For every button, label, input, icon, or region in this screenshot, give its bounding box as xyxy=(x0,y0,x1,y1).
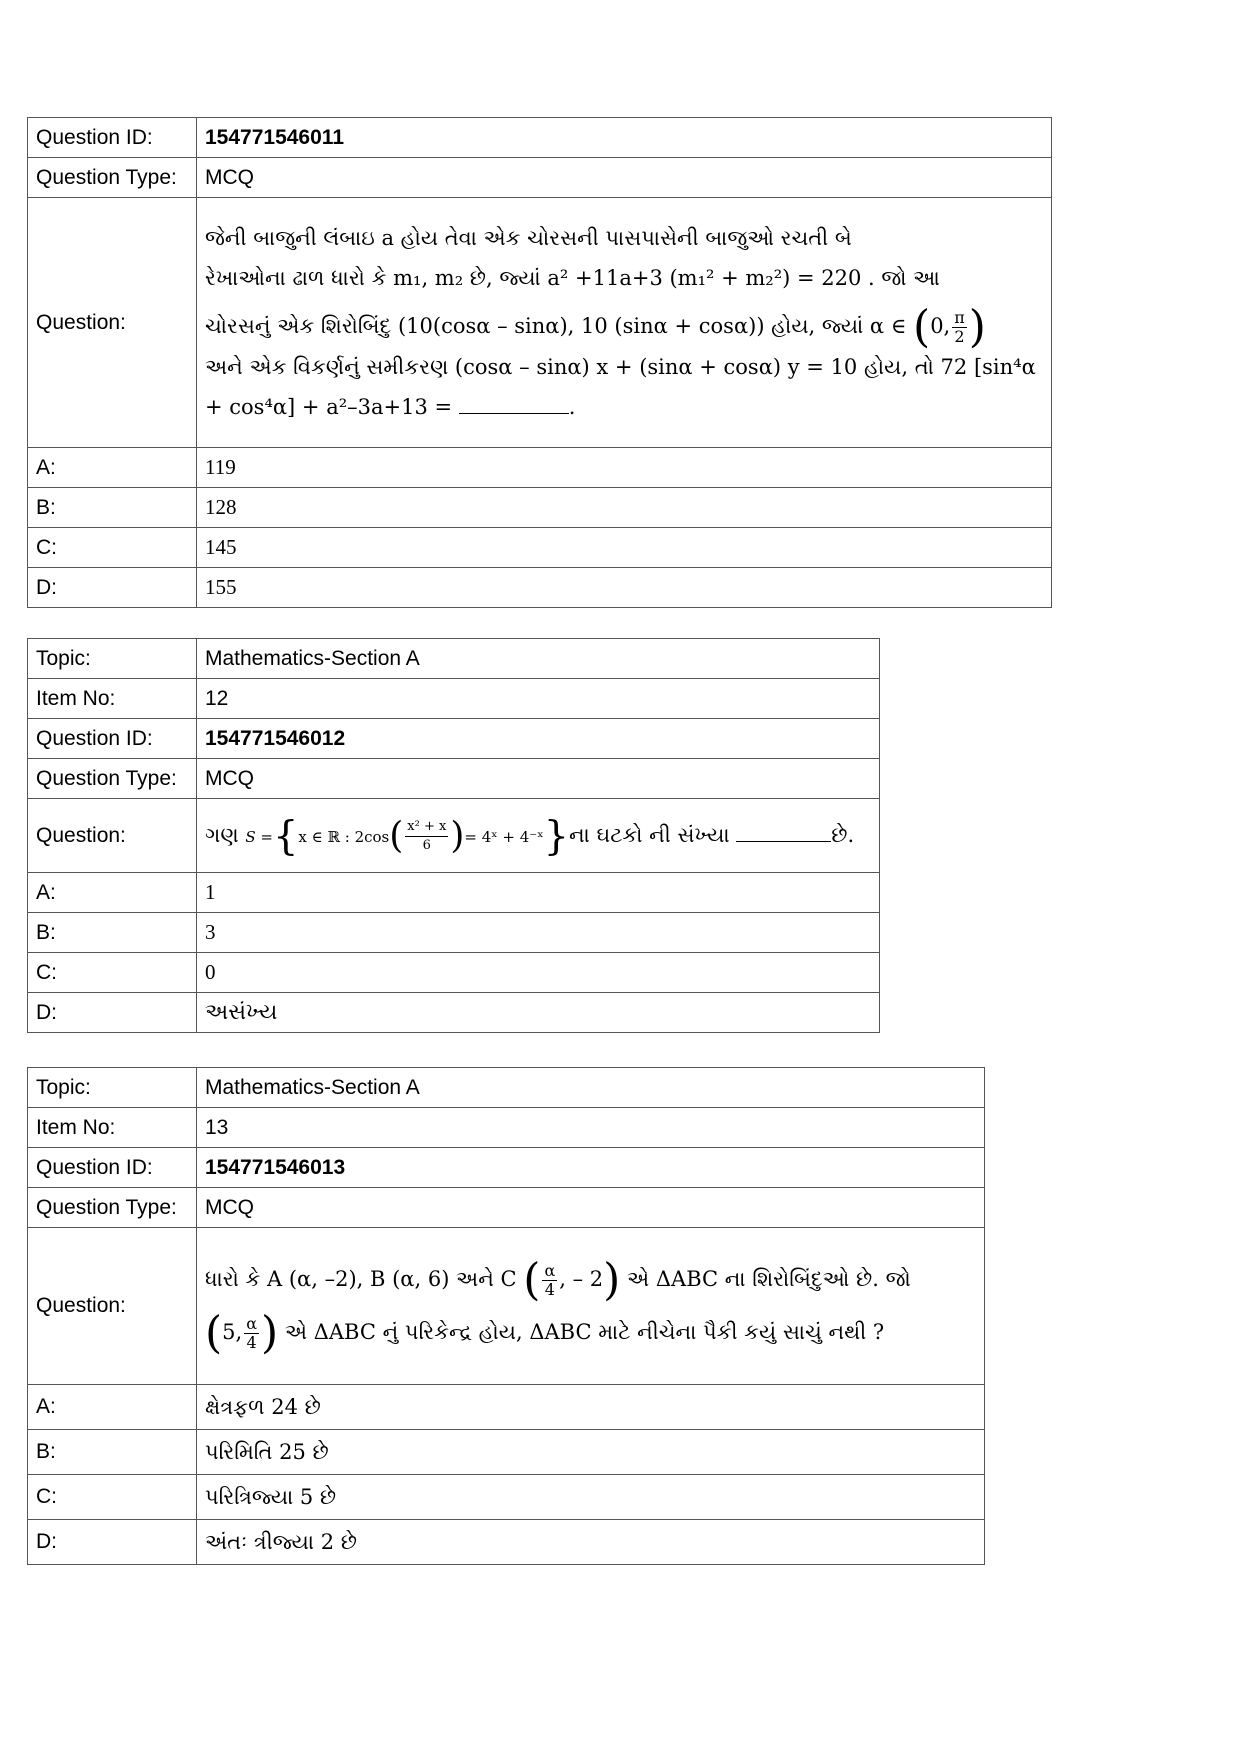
question-line-1 xyxy=(205,1254,976,1305)
fraction-numerator: α xyxy=(246,1314,258,1333)
set-rhs: = 4ˣ + 4⁻ˣ xyxy=(464,827,544,846)
question-id-value: 154771546012 xyxy=(197,719,880,759)
question-id-value: 154771546013 xyxy=(197,1148,985,1188)
option-c-value: 0 xyxy=(197,953,880,993)
question-id-label: Question ID: xyxy=(28,118,197,158)
paren-open: ( xyxy=(523,1254,541,1305)
topic-label: Topic: xyxy=(28,1068,197,1108)
option-b-label: B: xyxy=(28,488,197,528)
question-line-1a: ધારો કે A (α, –2), B (α, 6) અને C xyxy=(205,1266,517,1291)
question-text xyxy=(197,198,1052,448)
question-label: Question: xyxy=(28,799,197,873)
item-no-value: 12 xyxy=(197,679,880,719)
fraction-denominator: 2 xyxy=(954,326,965,346)
answer-blank xyxy=(736,821,831,842)
question-label: Question: xyxy=(28,198,197,448)
alpha-over-four-fraction xyxy=(244,1315,259,1352)
fraction-numerator: x² + x xyxy=(405,818,448,837)
option-b-value: 128 xyxy=(197,488,1052,528)
option-a-value: ક્ષેત્રફળ 24 છે xyxy=(197,1385,985,1430)
question-id-label: Question ID: xyxy=(28,1148,197,1188)
option-d-label: D: xyxy=(28,993,197,1033)
brace-close: } xyxy=(543,813,570,859)
question-line-2 xyxy=(205,258,1043,298)
question-type-label: Question Type: xyxy=(28,759,197,799)
question-line-2b: એ ΔABC નું પરિકેન્દ્ર હોય, ΔABC માટે નીચેના પૈકી કયું સાચું નથી ? xyxy=(284,1320,885,1344)
question-id-label: Question ID: xyxy=(28,719,197,759)
fraction-denominator: 4 xyxy=(246,1333,257,1352)
item-no-value: 13 xyxy=(197,1108,985,1148)
question-table-13 xyxy=(27,1067,985,1565)
option-c-label: C: xyxy=(28,953,197,993)
question-line-2a: રેખાઓના ઢાળ ધારો કે m₁, m₂ છે, જ્યાં xyxy=(205,265,541,290)
question-line-2-pre: 5, xyxy=(222,1320,243,1344)
question-table-11 xyxy=(27,117,1052,608)
question-text xyxy=(197,799,880,873)
question-type-value: MCQ xyxy=(197,1188,985,1228)
question-line-3 xyxy=(205,301,1043,353)
item-no-label: Item No: xyxy=(28,1108,197,1148)
interval-paren-close: ) xyxy=(968,301,986,353)
question-line-5: + cos⁴α] + a²–3a+13 = . xyxy=(205,395,576,420)
option-d-label: D: xyxy=(28,1520,197,1565)
question-line-1: જેની બાજુની લંબાઇ a હોય તેવા એક ચોરસની પાસપાસેની બાજુઓ રચતી બે xyxy=(205,225,852,250)
answer-blank xyxy=(459,393,569,414)
paren-close: ) xyxy=(261,1307,279,1359)
option-a-label: A: xyxy=(28,1385,197,1430)
item-no-label: Item No: xyxy=(28,679,197,719)
question-id-value: 154771546011 xyxy=(197,118,1052,158)
set-fraction xyxy=(405,818,448,855)
question-line-3a: ચોરસનું એક શિરોબિંદુ (10(cosα – sinα), 10 (sinα + cosα)) હોય, જ્યાં α ∈ xyxy=(205,313,907,338)
option-c-label: C: xyxy=(28,1475,197,1520)
question-label: Question: xyxy=(28,1228,197,1385)
interval-paren-open: ( xyxy=(913,301,931,353)
paren-open: ( xyxy=(205,1307,223,1359)
option-a-label: A: xyxy=(28,873,197,913)
question-table-12 xyxy=(27,638,880,1033)
option-a-value: 119 xyxy=(197,448,1052,488)
option-b-value: પરિમિતિ 25 છે xyxy=(197,1430,985,1475)
option-d-label: D: xyxy=(28,568,197,608)
question-line-1b: એ ΔABC ના શિરોબિંદુઓ છે. જો xyxy=(627,1266,911,1291)
option-b-label: B: xyxy=(28,1430,197,1475)
topic-value: Mathematics-Section A xyxy=(197,639,880,679)
question-suffix: ના ઘટકો ની સંખ્યા xyxy=(569,822,730,847)
set-name: S = xyxy=(245,827,273,846)
paren-close: ) xyxy=(450,815,465,856)
option-d-value: અસંખ્ય xyxy=(197,993,880,1033)
option-c-label: C: xyxy=(28,528,197,568)
option-c-value: પરિત્રિજ્યા 5 છે xyxy=(197,1475,985,1520)
topic-value: Mathematics-Section A xyxy=(197,1068,985,1108)
question-type-label: Question Type: xyxy=(28,158,197,198)
pi-over-two-fraction xyxy=(952,309,967,346)
fraction-denominator: 6 xyxy=(422,837,431,853)
paren-close: ) xyxy=(603,1254,621,1305)
option-a-label: A: xyxy=(28,448,197,488)
option-a-value: 1 xyxy=(197,873,880,913)
paren-open: ( xyxy=(389,815,404,856)
question-line-2 xyxy=(205,1307,976,1359)
interval-left: 0, xyxy=(930,313,951,338)
option-c-value: 145 xyxy=(197,528,1052,568)
set-condition: x ∈ ℝ : 2cos xyxy=(298,827,390,846)
question-line-2b: a² +11a+3 (m₁² + m₂²) = 220 . જો આ xyxy=(547,265,940,290)
brace-open: { xyxy=(272,813,299,859)
option-b-label: B: xyxy=(28,913,197,953)
question-end: છે. xyxy=(831,822,855,847)
option-b-value: 3 xyxy=(197,913,880,953)
fraction-denominator: 4 xyxy=(544,1279,555,1299)
question-prefix: ગણ xyxy=(205,822,239,847)
question-type-value: MCQ xyxy=(197,759,880,799)
question-line-4: અને એક વિકર્ણનું સમીકરણ (cosα – sinα) x + (sinα + cosα) y = 10 હોય, તો 72 [sin⁴α xyxy=(205,355,1036,380)
question-text xyxy=(197,1228,985,1385)
option-d-value: અંતઃ ત્રીજ્યા 2 છે xyxy=(197,1520,985,1565)
alpha-over-four-fraction xyxy=(542,1262,557,1299)
question-type-value: MCQ xyxy=(197,158,1052,198)
question-line-1-after-frac: , – 2 xyxy=(559,1266,604,1291)
question-line-5-text: + cos⁴α] + a²–3a+13 = xyxy=(205,395,453,420)
question-type-label: Question Type: xyxy=(28,1188,197,1228)
fraction-numerator: π xyxy=(954,307,965,327)
topic-label: Topic: xyxy=(28,639,197,679)
option-d-value: 155 xyxy=(197,568,1052,608)
fraction-numerator: α xyxy=(544,1260,556,1280)
